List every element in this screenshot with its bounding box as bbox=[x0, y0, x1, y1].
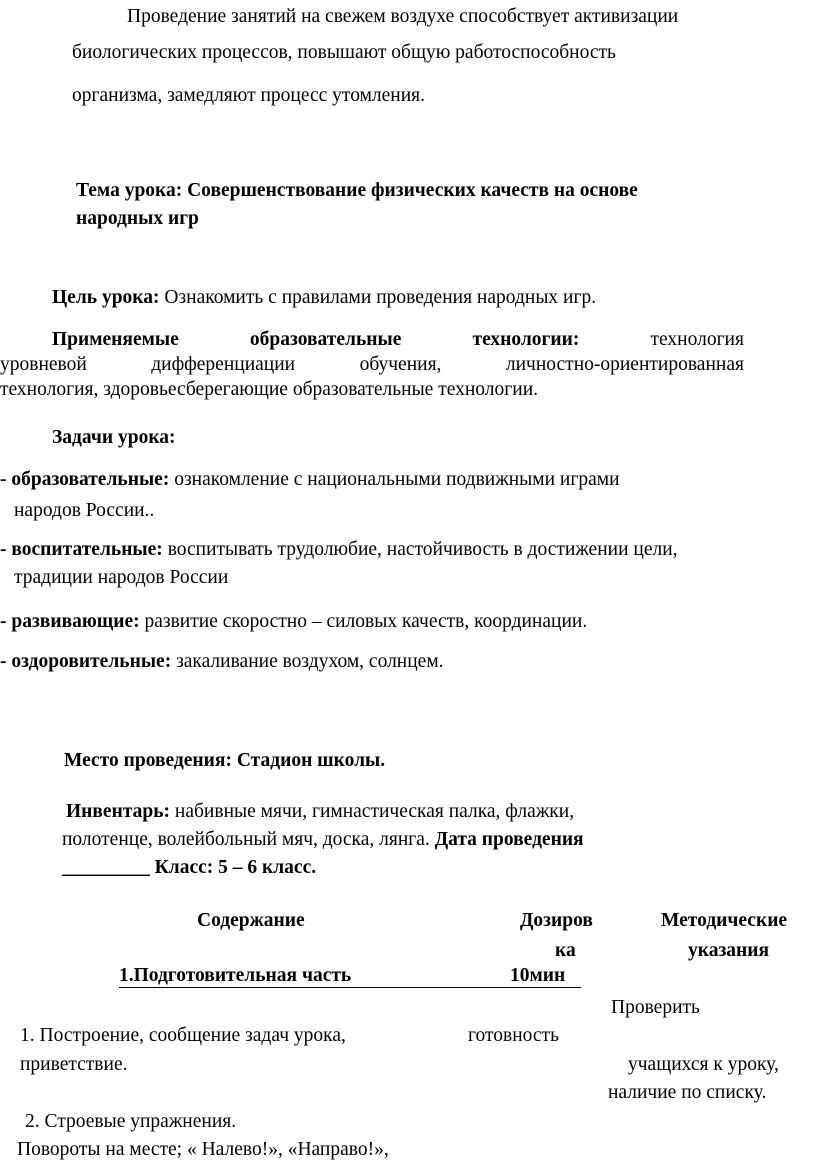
row-1-dose: готовность bbox=[468, 1025, 559, 1046]
task-developing bbox=[0, 612, 587, 632]
task-upbringing bbox=[0, 540, 678, 560]
goal-label: Цель урока: bbox=[52, 287, 160, 308]
table-col-dose-a: Дозиров bbox=[520, 910, 593, 931]
task-educational bbox=[0, 470, 620, 490]
topic-line-2: народных игр bbox=[76, 208, 199, 229]
goal-text: Ознакомить с правилами проведения народных игр. bbox=[159, 287, 597, 308]
task-upbringing-text: воспитывать трудолюбие, настойчивость в достижении цели, bbox=[162, 539, 678, 560]
row-3: Повороты на месте; « Налево!», «Направо!», bbox=[17, 1139, 389, 1160]
tech-label-word-3: технологии: bbox=[472, 329, 580, 350]
tech-line-3: технология, здоровьесберегающие образовательные технологии. bbox=[0, 379, 539, 400]
inventory-line-1 bbox=[66, 802, 574, 822]
date-label: Дата проведения bbox=[434, 829, 584, 850]
inventory-line-2 bbox=[62, 830, 584, 850]
intro-line-2: биологических процессов, повышают общую работоспособность bbox=[72, 42, 616, 63]
inventory-text-2: полотенце, волейбольный мяч, доска, лянга. bbox=[62, 829, 435, 850]
tech-line2-word-4: личностно-ориентированная bbox=[505, 354, 744, 375]
task-health bbox=[0, 652, 444, 672]
tech-line-2 bbox=[0, 355, 744, 375]
class-label: Класс: 5 – 6 класс. bbox=[149, 857, 317, 878]
tasks-heading: Задачи урока: bbox=[52, 427, 176, 448]
note-readiness: учащихся к уроку, bbox=[628, 1054, 779, 1075]
row-1-line-a: 1. Построение, сообщение задач урока, bbox=[20, 1025, 346, 1046]
task-upbringing-cont: традиции народов России bbox=[14, 567, 229, 588]
tech-line-1 bbox=[52, 330, 744, 350]
task-educational-text: ознакомление с национальными подвижными играми bbox=[169, 469, 620, 490]
intro-line-1: Проведение занятий на свежем воздухе способствует активизации bbox=[127, 6, 679, 27]
inventory-label: Инвентарь: bbox=[66, 801, 171, 822]
place-line: Место проведения: Стадион школы. bbox=[64, 750, 386, 771]
tech-label-word-1: Применяемые bbox=[52, 329, 179, 350]
task-educational-cont: народов России.. bbox=[14, 500, 155, 521]
table-col-dose-b: ка bbox=[555, 940, 576, 961]
table-col-notes-a: Методические bbox=[661, 910, 788, 931]
tech-line2-word-2: дифференциации bbox=[151, 354, 296, 375]
task-health-text: закаливание воздухом, солнцем. bbox=[171, 651, 444, 672]
note-list: наличие по списку. bbox=[608, 1082, 767, 1103]
task-developing-label: - развивающие: bbox=[0, 611, 140, 632]
row-2: 2. Строевые упражнения. bbox=[25, 1111, 237, 1132]
task-health-label: - оздоровительные: bbox=[0, 651, 172, 672]
note-check: Проверить bbox=[611, 997, 700, 1018]
intro-line-3: организма, замедляют процесс утомления. bbox=[72, 85, 426, 106]
inventory-line-3 bbox=[62, 858, 316, 878]
row-1-line-b: приветствие. bbox=[20, 1054, 128, 1075]
tech-line2-word-1: уровневой bbox=[0, 354, 87, 375]
tech-word-4: технология bbox=[650, 329, 744, 350]
topic-line-1: Тема урока: Совершенствование физических качеств на основе bbox=[76, 180, 638, 201]
task-upbringing-label: - воспитательные: bbox=[0, 539, 163, 560]
task-developing-text: развитие скоростно – силовых качеств, координации. bbox=[139, 611, 588, 632]
tech-label-word-2: образовательные bbox=[249, 329, 402, 350]
date-blank: _________ bbox=[62, 857, 150, 878]
section-prep-title: 1.Подготовительная часть bbox=[119, 965, 352, 986]
table-col-notes-b: указания bbox=[688, 940, 770, 961]
section-prep-row bbox=[119, 966, 581, 988]
section-prep-time: 10мин bbox=[510, 965, 566, 986]
goal-line bbox=[52, 288, 596, 308]
inventory-text-1: набивные мячи, гимнастическая палка, флажки, bbox=[170, 801, 575, 822]
task-educational-label: - образовательные: bbox=[0, 469, 170, 490]
table-col-content: Содержание bbox=[197, 910, 305, 931]
tech-line2-word-3: обучения, bbox=[359, 354, 442, 375]
